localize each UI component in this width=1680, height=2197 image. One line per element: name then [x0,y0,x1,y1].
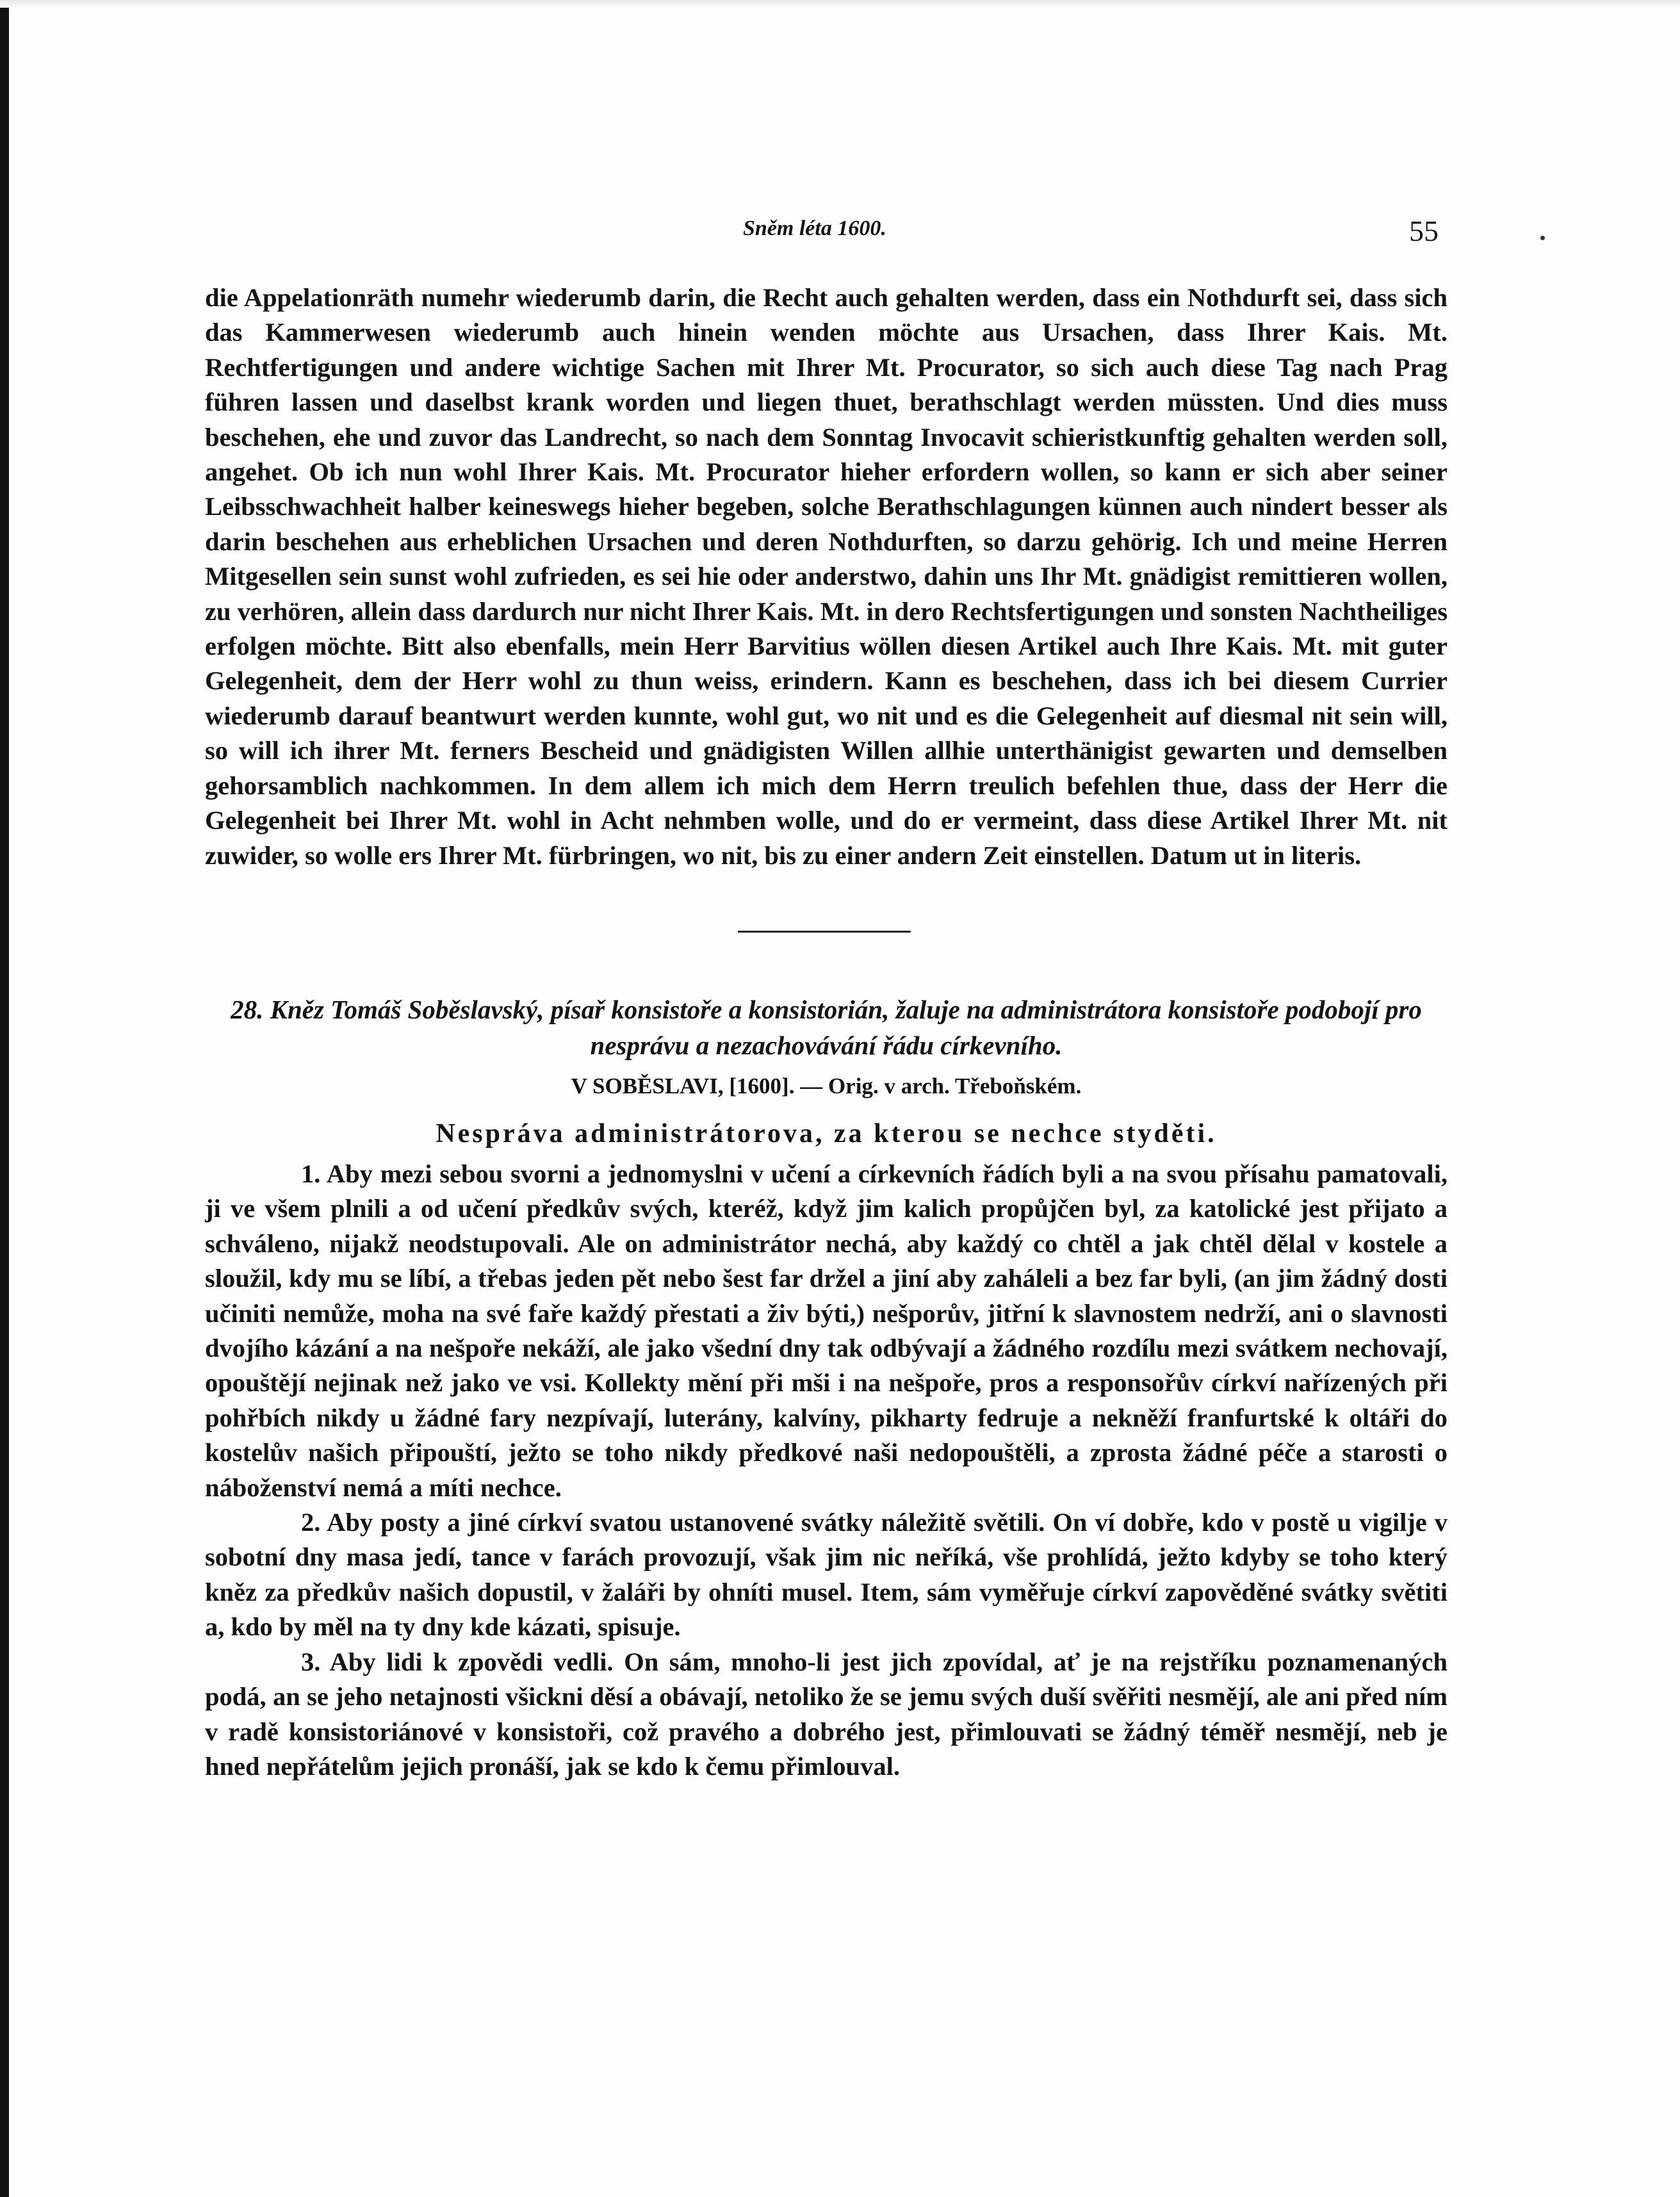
paragraph-3: 3. Aby lidi k zpovědi vedli. On sám, mnoho-li jest jich zpovídal, ať je na rejstříku poznamenaných podá, an se jeho netajnosti všickni děsí a obávají, netoliko že se jemu svých duší svěřiti nesmějí, ale ani před ním v radě konsistoriánové v konsistoři, což pravého a dobrého jest, přimlouvati se žádný téměř nesmějí, neb je hned nepřátelům jejich pronáší, jak se kdo k čemu přimlouval. [205,1647,1448,1781]
document-source: V SOBĚSLAVI, [1600]. — Orig. v arch. Třeboňském. [571,1074,1082,1098]
paragraph-2: 2. Aby posty a jiné církví svatou ustanovené svátky náležitě světili. On ví dobře, kdo v postě u vigilje v sobotní dny masa jedí, tance v farách provozují, však jim nic neříká, vše prohlídá, ježto kdyby se toho který kněz za předkův našich dopustil, v žaláři by ohníti musel. Item, sám vyměřuje církví zapověděné svátky světiti a, kdo by měl na ty dny kde kázati, spisuje. [205,1508,1448,1642]
section-divider [738,931,911,933]
document-title-text: Kněz Tomáš Soběslavský, písař konsistoře a konsistorián, žaluje na administrátora konsistoře podobojí pro nesprávu a nezachovávání řádu církevního. [270,995,1422,1060]
scan-border-left [0,0,9,2197]
scan-border-top [0,0,1680,8]
ink-dot-mark [1540,236,1545,240]
german-letter-text: die Appelationräth numehr wiederumb darin, die Recht auch gehalten werden, dass ein Nothdurft sei, dass sich das Kammerwesen wiederumb auch hinein wenden möchte aus Ursachen, dass Ihrer Kais. Mt. Rechtfertigungen und andere wichtige Sachen mit Ihrer Mt. Procurator, so sich auch diese Tag nach Prag führen lassen und daselbst krank worden und liegen thuet, berathschlagt werden müssten. Und dies muss beschehen, ehe und zuvor das Landrecht, so nach dem Sonntag Invocavit schieristkunftig gehalten werden soll, angehet. Ob ich nun wohl Ihrer Kais. Mt. Procurator hieher erfordern wollen, so kann er sich aber seiner Leibsschwachheit halber keineswegs hieher begeben, solche Berathschlagungen künnen auch nindert besser als darin beschehen aus erheblichen Ursachen und deren Nothdurften, so darzu gehörig. Ich und meine Herren Mitgesellen sein sunst wohl zufrieden, es sei hie oder anderstwo, dahin uns Ihr Mt. gnädigist remittieren wollen, zu verhören, allein dass dardurch nur nicht Ihrer Kais. Mt. in dero Rechtsfertigungen und sonsten Nachtheiliges erfolgen möchte. Bitt also ebenfalls, mein Herr Barvitius wöllen diesen Artikel auch Ihre Kais. Mt. mit guter Gelegenheit, dem der Herr wohl zu thun weiss, erindern. Kann es beschehen, dass ich bei diesem Currier wiederumb darauf beantwurt werden kunnte, wohl gut, wo nit und es die Gelegenheit auf diesmal nit sein will, so will ich ihrer Mt. ferners Bescheid und gnädigisten Willen allhie unterthänigist gewarten und demselben gehorsamblich nachkommen. In dem allem ich mich dem Herrn treulich befehlen thue, dass der Herr die Gelegenheit bei Ihrer Mt. wohl in Acht nehmben wolle, und do er vermeint, dass diese Artikel Ihrer Mt. nit zuwider, so wolle ers Ihrer Mt. fürbringen, wo nit, bis zu einer andern Zeit einstellen. Datum ut in literis. [205,283,1448,870]
paragraph-1: 1. Aby mezi sebou svorni a jednomyslni v učení a církevních řádích byli a na svou přísahu pamatovali, ji ve všem plnili a od učení předkův svých, kteréž, když jim kalich propůjčen byl, za katolické jest přijato a schváleno, nijakž neodstupovali. Ale on administrátor nechá, aby každý co chtěl a jak chtěl dělal v kostele a sloužil, kdy mu se líbí, a třebas jeden pět nebo šest far držel a jiní aby zaháleli a bez far byli, (an jim žádný dosti učiniti nemůže, moha na své faře každý přestati a živ býti,) nešporův, jitřní k slavnostem nedrží, ani o slavnosti dvojího kázání a na nešpoře nekáží, ale jako všední dny tak odbývají a žádného rozdílu mezi svátkem nechovají, opouštějí nejinak než jako ve vsi. Kollekty mění při mši i na nešpoře, pros a responsořův církví nařízených při pohřbích nikdy u žádné fary nezpívají, luterány, kalvíny, pikharty fedruje a nekněží franfurtské k oltáři do kostelův našich připouští, ježto se toho nikdy předkové naši nedopouštěli, a zprosta žádné péče a starosti o náboženství nemá a míti nechce. [205,1159,1448,1502]
document-title [205,992,1448,1063]
running-title: Sněm léta 1600. [743,216,886,240]
document-number: 28. [231,995,264,1024]
czech-complaint-text [205,1157,1448,1784]
page-number: 55 [1409,215,1439,247]
document-heading: Nespráva administrátorova, za kterou se nechce styděti. [436,1119,1217,1148]
